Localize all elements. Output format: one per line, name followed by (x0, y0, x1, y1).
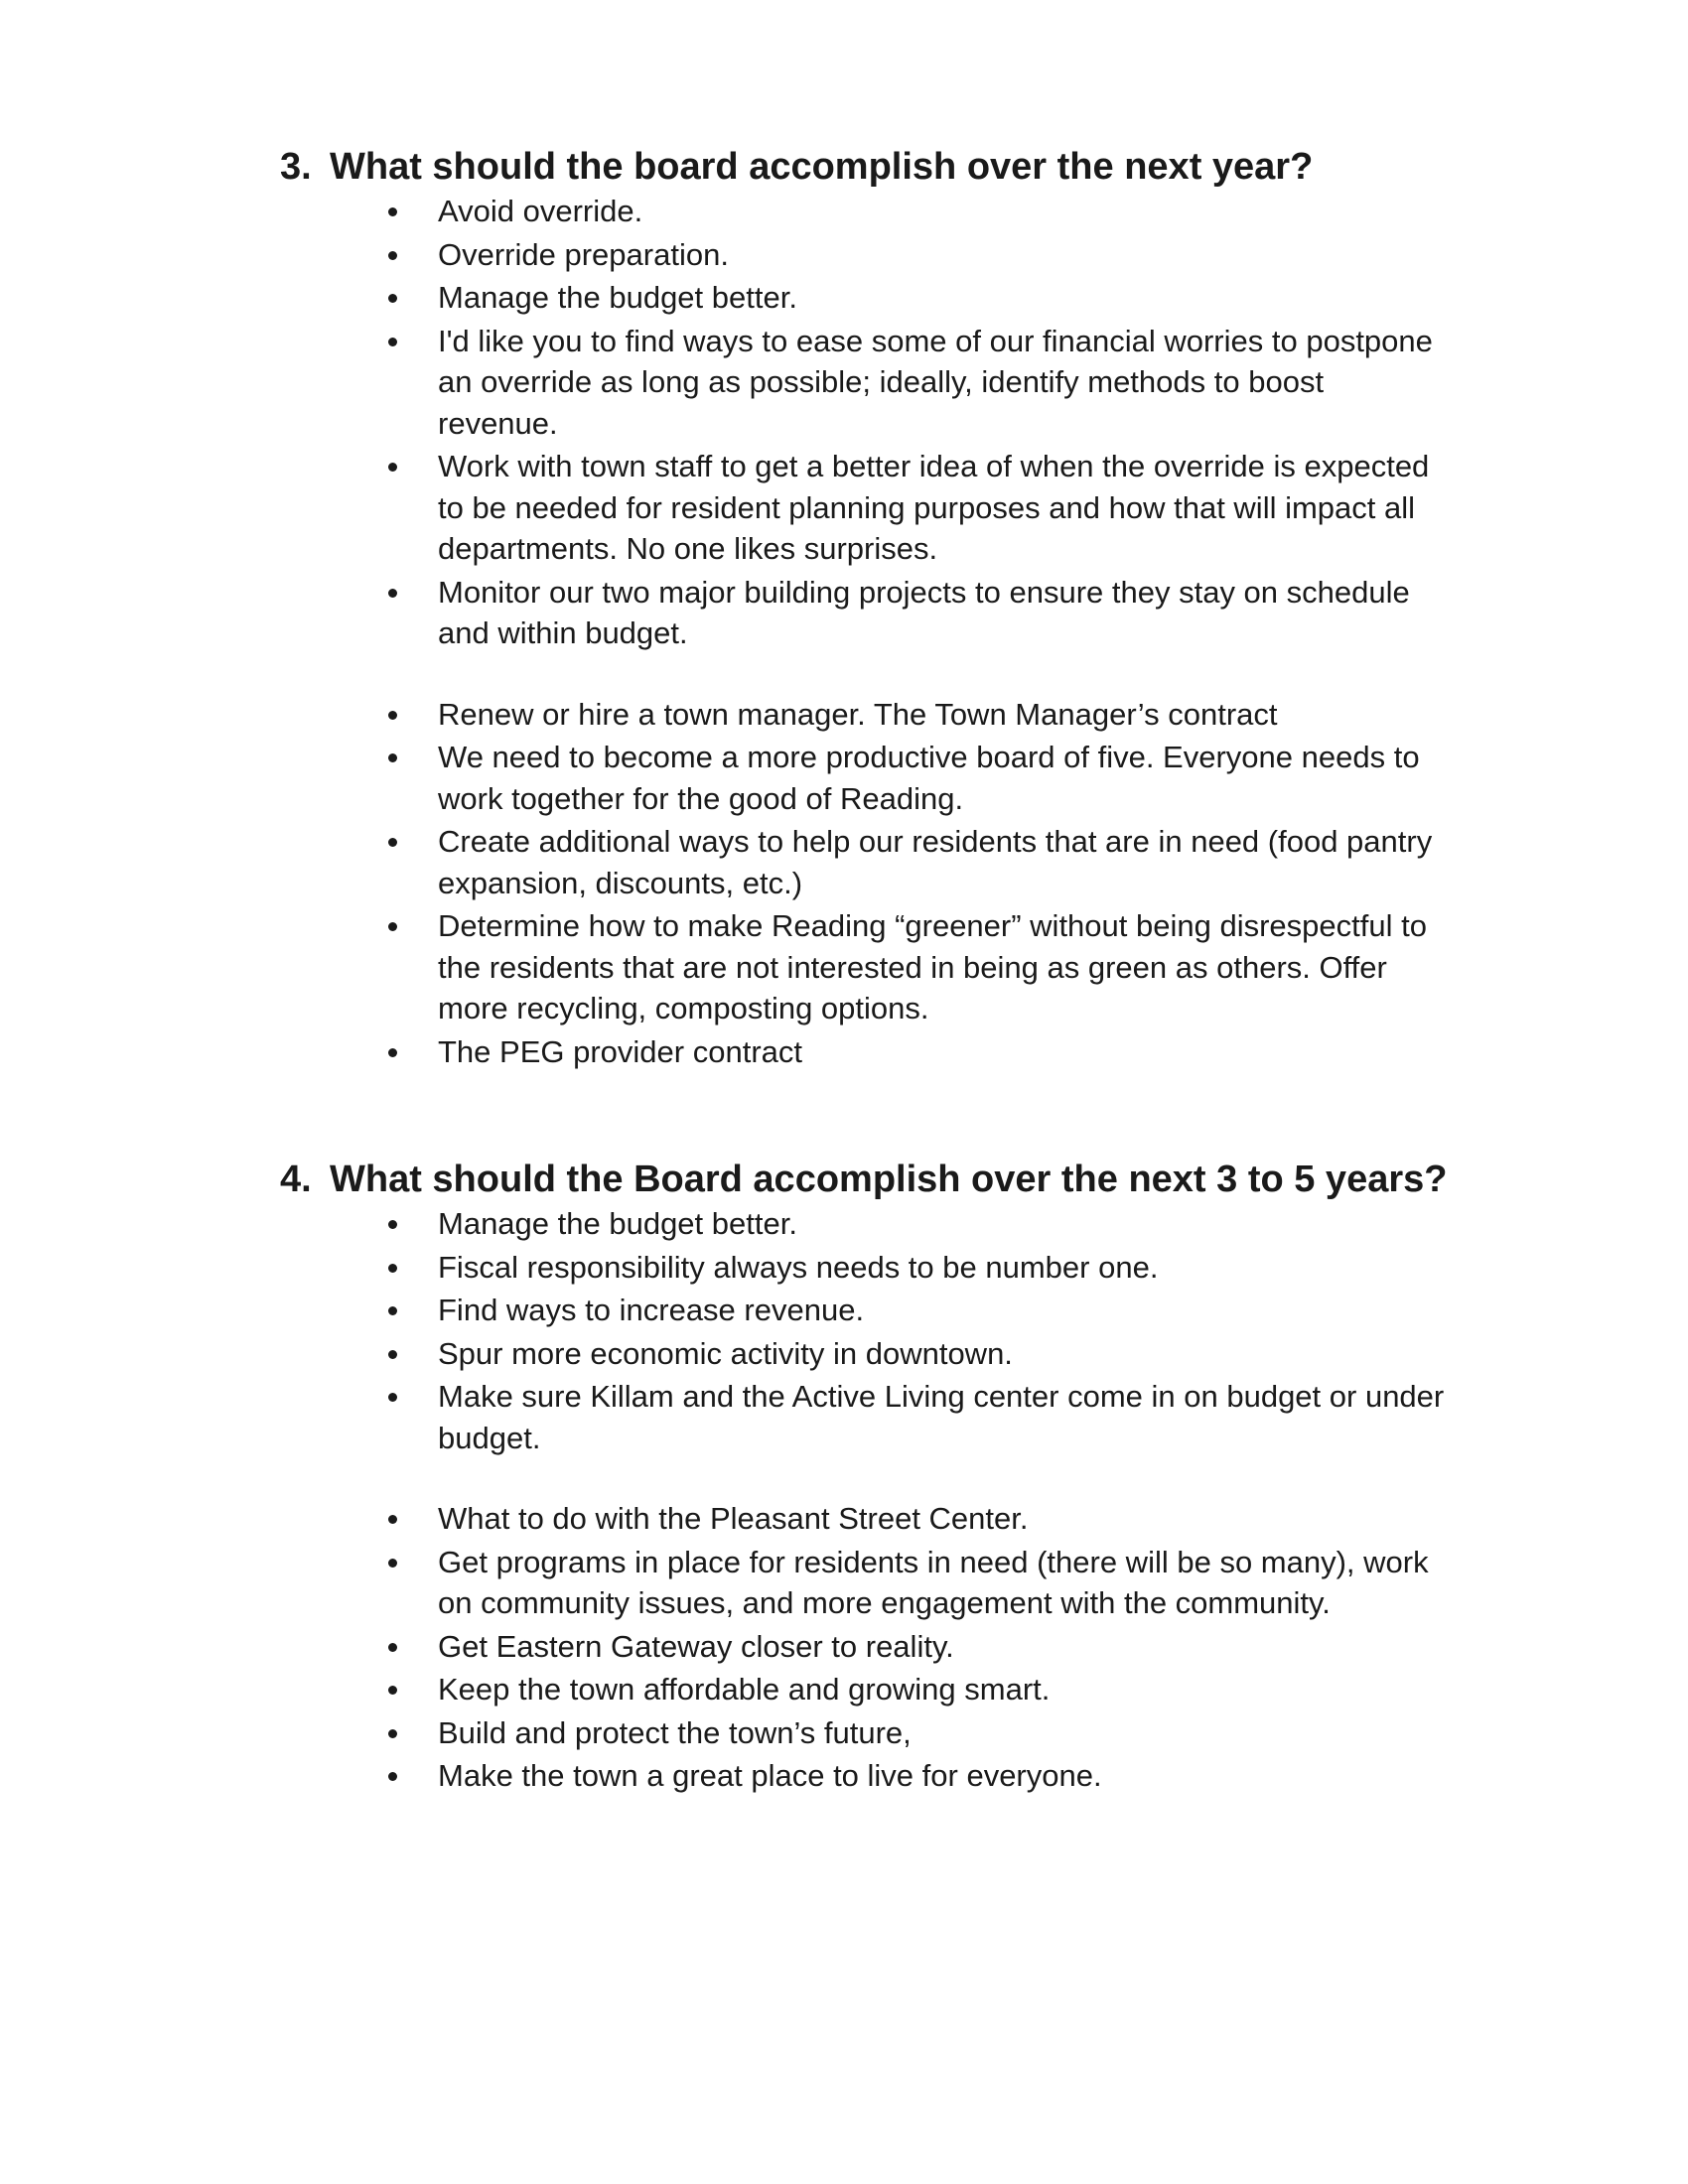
bullet-icon (388, 1306, 397, 1315)
answer-list-3 (386, 191, 1452, 1072)
list-item: We need to become a more productive board of five. Everyone needs to work together for the good of Reading. (386, 737, 1452, 819)
list-item: The PEG provider contract (386, 1031, 1452, 1073)
bullet-icon (388, 1393, 397, 1402)
list-item: Work with town staff to get a better idea of when the override is expected to be needed for resident planning purposes and how that will impact all departments. No one likes surprises. (386, 446, 1452, 570)
bullet-icon (388, 1515, 397, 1524)
bullet-icon (388, 207, 397, 216)
question-heading-3 (280, 142, 1452, 192)
question-number: 4. (280, 1159, 312, 1200)
question-section-3 (280, 142, 1452, 1074)
bullet-icon (388, 1729, 397, 1738)
question-number: 3. (280, 146, 312, 188)
bullet-icon (388, 922, 397, 931)
list-item: What to do with the Pleasant Street Center. (386, 1498, 1452, 1540)
list-item: Make the town a great place to live for everyone. (386, 1755, 1452, 1797)
bullet-icon (388, 1559, 397, 1568)
list-item: Create additional ways to help our residents that are in need (food pantry expansion, discounts, etc.) (386, 821, 1452, 903)
bullet-icon (388, 251, 397, 260)
list-item: Determine how to make Reading “greener” without being disrespectful to the residents that are not interested in being as green as others. Offer more recycling, composting options. (386, 905, 1452, 1029)
question-text: What should the board accomplish over the next year? (330, 146, 1314, 188)
bullet-icon (388, 1220, 397, 1229)
bullet-icon (388, 711, 397, 720)
bullet-icon (388, 753, 397, 762)
question-heading-4 (280, 1155, 1452, 1204)
list-item: I'd like you to find ways to ease some of our financial worries to postpone an override as long as possible; ideally, identify methods to boost revenue. (386, 321, 1452, 445)
list-item: Get programs in place for residents in need (there will be so many), work on community issues, and more engagement with the community. (386, 1542, 1452, 1624)
list-item: Monitor our two major building projects to ensure they stay on schedule and within budget. (386, 572, 1452, 654)
list-item: Spur more economic activity in downtown. (386, 1333, 1452, 1375)
bullet-icon (388, 1643, 397, 1652)
list-item: Override preparation. (386, 234, 1452, 276)
list-item: Keep the town affordable and growing smart. (386, 1669, 1452, 1710)
answer-list-4 (386, 1203, 1452, 1797)
list-item: Make sure Killam and the Active Living center come in on budget or under budget. (386, 1376, 1452, 1458)
list-item: Avoid override. (386, 191, 1452, 232)
list-item: Fiscal responsibility always needs to be number one. (386, 1247, 1452, 1289)
bullet-icon (388, 463, 397, 472)
list-item: Build and protect the town’s future, (386, 1712, 1452, 1754)
list-item: Manage the budget better. (386, 277, 1452, 319)
bullet-icon (388, 1264, 397, 1273)
bullet-icon (388, 1686, 397, 1695)
question-section-4 (280, 1155, 1452, 1799)
bullet-icon (388, 338, 397, 346)
bullet-icon (388, 294, 397, 303)
list-item: Find ways to increase revenue. (386, 1290, 1452, 1331)
list-item: Renew or hire a town manager. The Town Manager’s contract (386, 694, 1452, 736)
question-text: What should the Board accomplish over the next 3 to 5 years? (330, 1159, 1448, 1200)
list-item: Get Eastern Gateway closer to reality. (386, 1626, 1452, 1668)
bullet-icon (388, 589, 397, 598)
bullet-icon (388, 1772, 397, 1781)
bullet-icon (388, 838, 397, 847)
bullet-icon (388, 1350, 397, 1359)
bullet-icon (388, 1048, 397, 1057)
list-item: Manage the budget better. (386, 1203, 1452, 1245)
